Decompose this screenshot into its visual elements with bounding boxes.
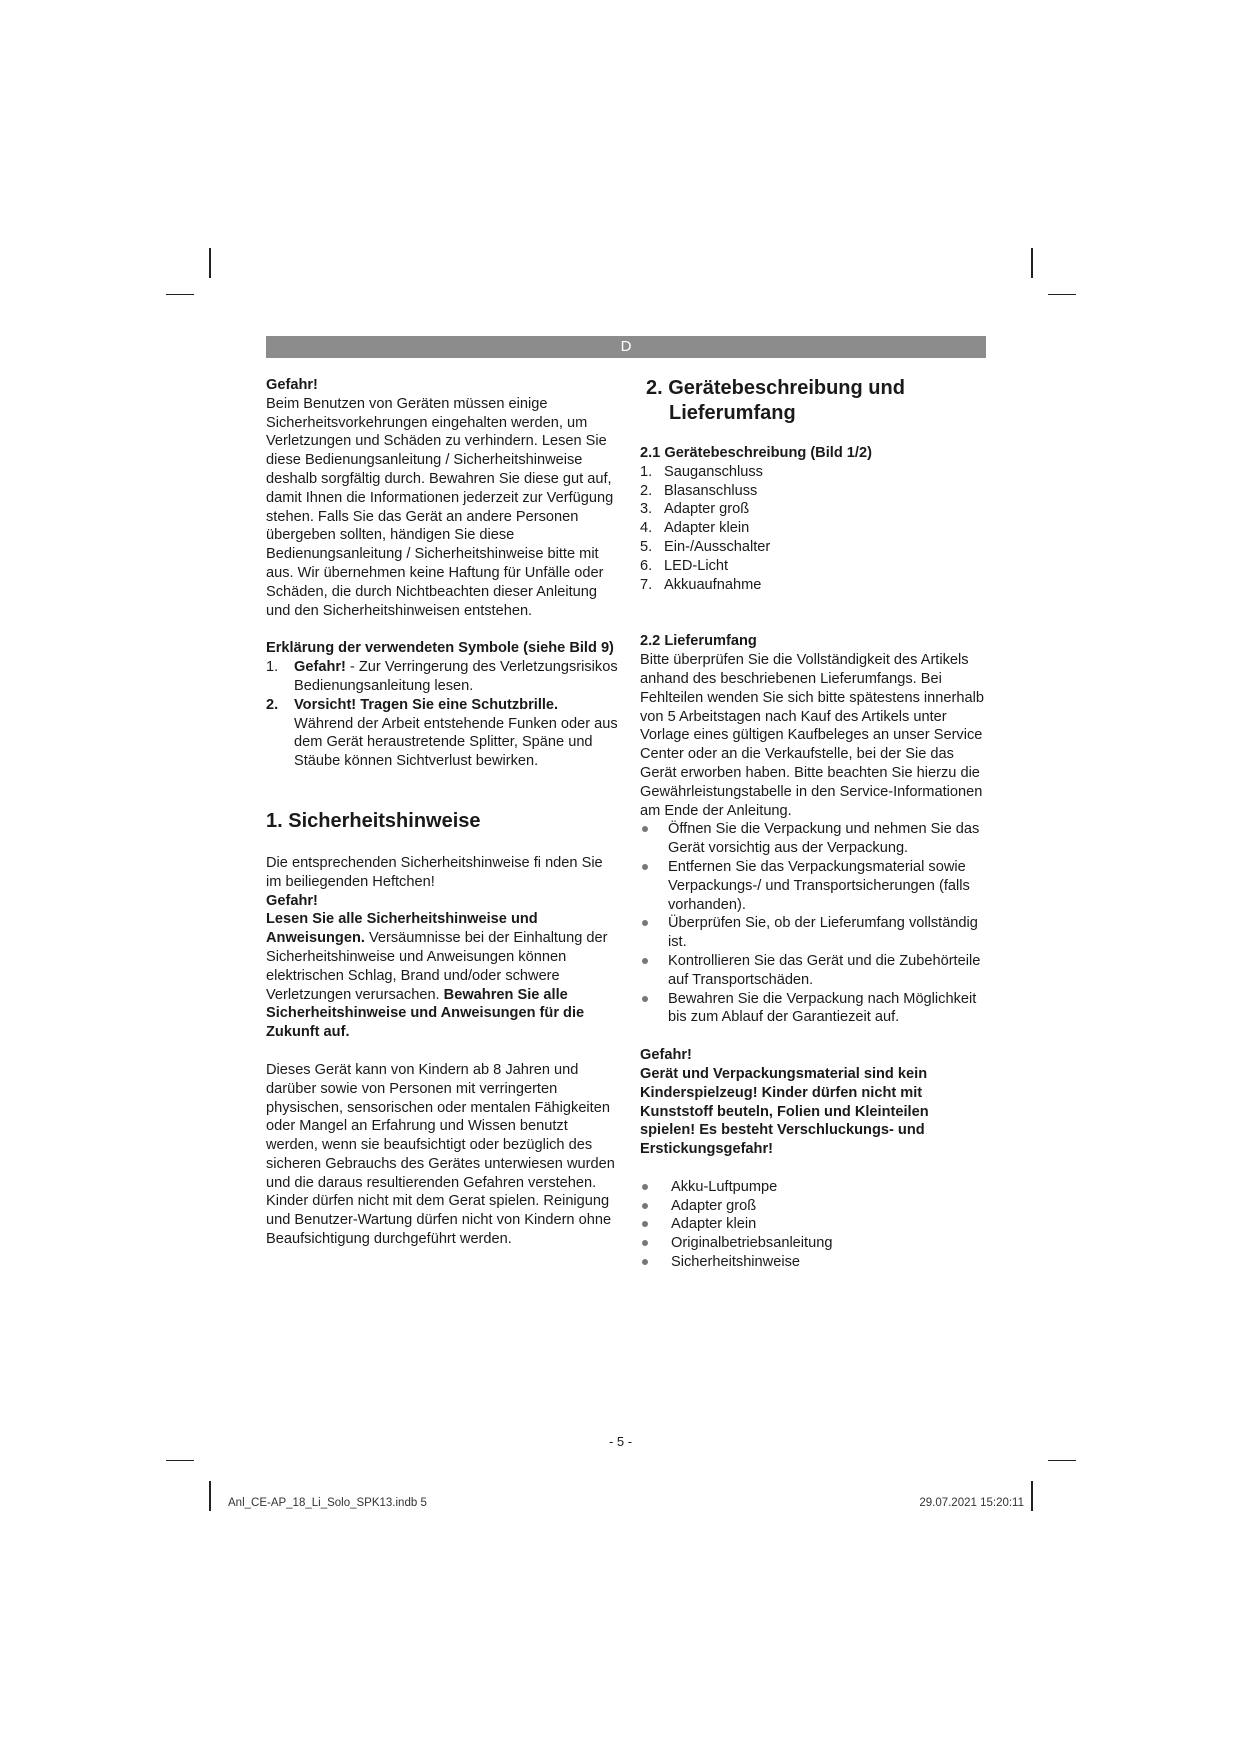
part-number: 2.: [640, 482, 653, 499]
section1-text-b: Versäumnisse bei der Einhaltung der Sicherheitshinweise und Anweisungen können elektrischen Schlag, Brand und/oder schwere Verletzungen verursachen.: [266, 930, 608, 1003]
part-item: [640, 538, 986, 557]
scope-item: [640, 1215, 986, 1234]
symbol-number: 1.: [266, 659, 279, 676]
check-item: [640, 914, 986, 952]
scope-item: [640, 1178, 986, 1197]
part-number: 7.: [640, 576, 653, 593]
crop-mark-top-right: [1031, 248, 1033, 278]
parts-list: [640, 463, 986, 595]
part-label: Blasanschluss: [664, 482, 758, 499]
symbol-item: [266, 658, 618, 696]
section1-paragraph: [266, 910, 618, 1042]
page-number: - 5 -: [608, 1434, 633, 1449]
bullet-icon: [642, 1240, 648, 1246]
bullet-icon: [642, 958, 648, 964]
sub21-title: 2.1 Gerätebeschreibung (Bild 1/2): [640, 445, 872, 461]
part-item: [640, 463, 986, 482]
symbol-text: Während der Arbeit entstehende Funken oder aus dem Gerät heraustretende Splitter, Späne und Stäube können Sichtverlust bewirken.: [294, 715, 618, 770]
part-number: 6.: [640, 557, 653, 574]
bullet-icon: [642, 826, 648, 832]
warning2-text: Gerät und Verpackungsmaterial sind kein Kinderspielzeug! Kinder dürfen nicht mit Kunststoff beuteln, Folien und Kleinteilen spielen! Es besteht Verschluckungs- und Erstickungsgefahr!: [640, 1065, 929, 1158]
symbol-number: 2.: [266, 696, 279, 713]
crop-mark-top-left-h: [166, 294, 194, 295]
section2-title-text: 2. Gerätebeschreibung und Lieferumfang: [646, 377, 905, 424]
scope-item: [640, 1234, 986, 1253]
part-item: [640, 482, 986, 501]
part-item: [640, 519, 986, 538]
symbols-heading: Erklärung der verwendeten Symbole (siehe Bild 9): [266, 640, 614, 657]
check-item: [640, 952, 986, 990]
crop-mark-top-right-h: [1048, 294, 1076, 295]
part-item: [640, 500, 986, 519]
crop-mark-bottom-left-h: [166, 1460, 194, 1461]
scope-item: [640, 1253, 986, 1272]
part-label: Ein-/Ausschalter: [664, 538, 771, 555]
symbols-list: [266, 658, 618, 771]
warning-title: Gefahr!: [266, 377, 318, 393]
sub22-title: 2.2 Lieferumfang: [640, 633, 757, 650]
bullet-icon: [642, 864, 648, 870]
scope-text: Adapter groß: [671, 1197, 757, 1214]
check-item: [640, 820, 986, 858]
left-column: [266, 376, 618, 1249]
footer-filename: Anl_CE-AP_18_Li_Solo_SPK13.indb 5: [228, 1497, 427, 1509]
crop-mark-bottom-right: [1031, 1481, 1033, 1511]
section1-warning: Gefahr!: [266, 892, 318, 909]
scope-list: [640, 1178, 986, 1272]
part-number: 3.: [640, 501, 653, 518]
bullet-icon: [642, 1184, 648, 1190]
crop-mark-bottom-left: [209, 1481, 211, 1511]
scope-text: Sicherheitshinweise: [671, 1254, 800, 1271]
crop-mark-bottom-right-h: [1048, 1460, 1076, 1461]
check-text: Kontrollieren Sie das Gerät und die Zubehörteile auf Transportschäden.: [668, 952, 981, 988]
part-item: [640, 557, 986, 576]
symbol-bold: Vorsicht! Tragen Sie eine Schutzbrille.: [294, 696, 559, 713]
symbol-text: - Zur Verringerung des Verletzungsrisikos Bedienungsanleitung lesen.: [294, 659, 618, 694]
check-text: Öffnen Sie die Verpackung und nehmen Sie das Gerät vorsichtig aus der Verpackung.: [668, 821, 980, 857]
check-item: [640, 990, 986, 1028]
right-column: [640, 376, 986, 1272]
part-label: LED-Licht: [664, 557, 729, 574]
scope-text: Adapter klein: [671, 1216, 757, 1233]
warning2-title: Gefahr!: [640, 1047, 692, 1064]
part-label: Akkuaufnahme: [664, 576, 762, 593]
scope-item: [640, 1197, 986, 1216]
sub22-text: Bitte überprüfen Sie die Vollständigkeit des Artikels anhand des beschriebenen Lieferumfangs. Bei Fehlteilen wenden Sie sich bitte spätestens innerhalb von 5 Arbeitstagen nach Kauf des Artikels unter Vorlage eines gültigen Kaufbeleges an unser Service Center oder an die Verkaufstelle, bei der Sie das Gerät erworben haben. Bitte beachten Sie hierzu die Gewährleistungstabelle in den Service-Informationen am Ende der Anleitung.: [640, 652, 984, 819]
bullet-icon: [642, 920, 648, 926]
part-label: Adapter klein: [664, 520, 750, 537]
bullet-icon: [642, 996, 648, 1002]
check-text: Überprüfen Sie, ob der Lieferumfang vollständig ist.: [668, 915, 978, 951]
bullet-icon: [642, 1203, 648, 1209]
bullet-icon: [642, 1221, 648, 1227]
section1-bold-a: Lesen Sie alle Sicherheitshinweise und Anweisungen.: [266, 911, 538, 947]
section1-text: Die entsprechenden Sicherheitshinweise fi nden Sie im beiliegenden Heftchen!: [266, 854, 603, 890]
scope-text: Akku-Luftpumpe: [671, 1178, 778, 1195]
part-number: 4.: [640, 520, 653, 537]
check-list: [640, 820, 986, 1027]
check-text: Bewahren Sie die Verpackung nach Möglichkeit bis zum Ablauf der Garantiezeit auf.: [668, 990, 977, 1026]
symbol-item: [266, 696, 618, 771]
check-text: Entfernen Sie das Verpackungsmaterial sowie Verpackungs-/ und Transportsicherungen (falls vorhanden).: [668, 858, 970, 913]
children-paragraph: Dieses Gerät kann von Kindern ab 8 Jahren und darüber sowie von Personen mit verringerten physischen, sensorischen oder mentalen Fähigkeiten oder Mangel an Erfahrung und Wissen benutzt werden, wenn sie beaufsichtigt oder bezüglich des sicheren Gebrauchs des Gerätes unterwiesen wurden und die daraus resultierenden Gefahren verstehen. Kinder dürfen nicht mit dem Gerat spielen. Reinigung und Benutzer-Wartung dürfen nicht von Kindern ohne Beaufsichtigung durchgeführt werden.: [266, 1061, 615, 1248]
section2-title: [640, 376, 986, 426]
part-item: [640, 576, 986, 595]
part-label: Sauganschluss: [664, 463, 763, 480]
footer-timestamp: 29.07.2021 15:20:11: [919, 1497, 1024, 1509]
scope-text: Originalbetriebsanleitung: [671, 1235, 833, 1252]
section1-title: 1. Sicherheitshinweise: [266, 809, 481, 832]
part-number: 1.: [640, 463, 653, 480]
bullet-icon: [642, 1259, 648, 1265]
check-item: [640, 858, 986, 914]
intro-paragraph: Beim Benutzen von Geräten müssen einige Sicherheitsvorkehrungen eingehalten werden, um Verletzungen und Schäden zu verhindern. Lesen Sie diese Bedienungsanleitung / Sicherheitshinweise deshalb sorgfältig durch. Bewahren Sie diese gut auf, damit Ihnen die Informationen jederzeit zur Verfügung stehen. Falls Sie das Gerät an andere Personen übergeben sollten, händigen Sie diese Bedienungsanleitung / Sicherheitshinweise bitte mit aus. Wir übernehmen keine Haftung für Unfälle oder Schäden, die durch Nichtbeachten dieser Anleitung und den Sicherheitshinweisen entstehen.: [266, 395, 614, 619]
symbol-bold: Gefahr!: [294, 659, 346, 676]
part-label: Adapter groß: [664, 501, 750, 518]
language-header-bar: [266, 336, 986, 358]
section1-bold-c: Bewahren Sie alle Sicherheitshinweise und Anweisungen für die Zukunft auf.: [266, 986, 585, 1041]
part-number: 5.: [640, 538, 653, 555]
language-code: D: [620, 338, 632, 355]
crop-mark-top-left: [209, 248, 211, 278]
